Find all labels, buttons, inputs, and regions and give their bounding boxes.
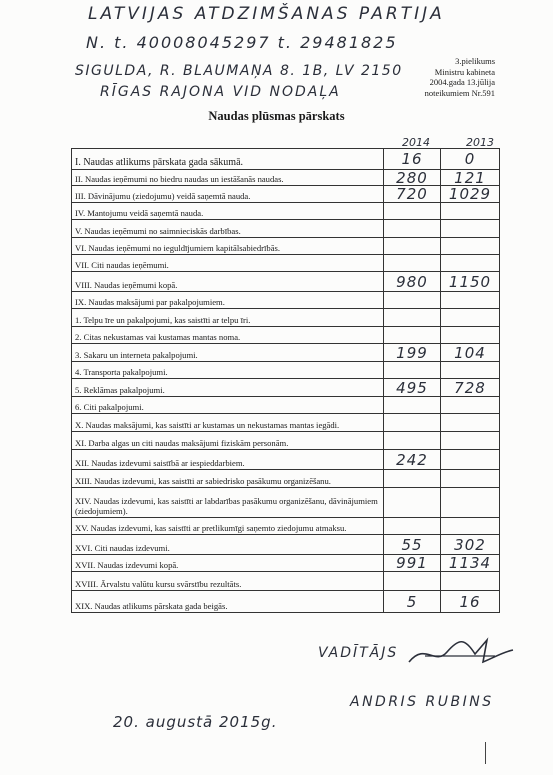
table-row bbox=[72, 555, 500, 572]
value-curr-year bbox=[441, 309, 500, 327]
value-prev-year: 280 bbox=[384, 170, 441, 186]
table-row bbox=[72, 149, 500, 170]
value-curr-year: 104 bbox=[441, 344, 500, 362]
year-curr-header: 2013 bbox=[466, 136, 494, 149]
annex-reference bbox=[425, 56, 495, 98]
row-label: XV. Naudas izdevumi, kas saistīti ar pretlikumīgi saņemto ziedojumu atmaksu. bbox=[72, 518, 384, 535]
registration-line: N. t. 40008045297 t. 29481825 bbox=[86, 33, 398, 52]
value-curr-year bbox=[441, 397, 500, 414]
value-prev-year: 16 bbox=[384, 149, 441, 170]
annex-line-4: noteikumiem Nr.591 bbox=[424, 87, 495, 98]
value-prev-year: 991 bbox=[384, 555, 441, 572]
table-row bbox=[72, 170, 500, 186]
table-row bbox=[72, 535, 500, 555]
table-row bbox=[72, 309, 500, 327]
value-curr-year: 302 bbox=[441, 535, 500, 555]
row-label: 2. Citas nekustamas vai kustamas mantas noma. bbox=[72, 327, 384, 344]
row-label: XVIII. Ārvalstu valūtu kursu svārstību rezultāts. bbox=[72, 572, 384, 591]
table-row bbox=[72, 518, 500, 535]
table-row bbox=[72, 327, 500, 344]
value-curr-year: 0 bbox=[441, 149, 500, 170]
document-title: Naudas plūsmas pārskats bbox=[208, 109, 345, 123]
value-prev-year bbox=[384, 309, 441, 327]
value-prev-year bbox=[384, 488, 441, 518]
row-label: IV. Mantojumu veidā saņemtā nauda. bbox=[72, 203, 384, 220]
row-label: VI. Naudas ieņēmumi no ieguldījumiem kapitālsabiedrībās. bbox=[72, 238, 384, 255]
row-label: V. Naudas ieņēmumi no saimnieciskās darbības. bbox=[72, 220, 384, 238]
row-label: XVII. Naudas izdevumi kopā. bbox=[72, 555, 384, 572]
table-row bbox=[72, 344, 500, 362]
value-curr-year bbox=[441, 292, 500, 309]
signatory-name: ANDRIS RUBINS bbox=[350, 694, 494, 710]
value-curr-year bbox=[441, 238, 500, 255]
value-prev-year bbox=[384, 432, 441, 450]
row-label: X. Naudas maksājumi, kas saistīti ar kustamas un nekustamas mantas iegādi. bbox=[72, 414, 384, 432]
row-label: 1. Telpu īre un pakalpojumi, kas saistīti ar telpu īri. bbox=[72, 309, 384, 327]
year-prev-header: 2014 bbox=[402, 136, 430, 149]
value-curr-year bbox=[441, 203, 500, 220]
row-label: XI. Darba algas un citi naudas maksājumi fiziskām personām. bbox=[72, 432, 384, 450]
table-row bbox=[72, 362, 500, 379]
table-row bbox=[72, 470, 500, 488]
address-line: SIGULDA, R. BLAUMAŅA 8. 1B, LV 2150 bbox=[75, 63, 403, 79]
annex-line-2: Ministru kabineta bbox=[434, 66, 495, 77]
value-curr-year: 728 bbox=[441, 379, 500, 397]
row-label: XIII. Naudas izdevumi, kas saistīti ar sabiedrisko pasākumu organizēšanu. bbox=[72, 470, 384, 488]
row-label: XIV. Naudas izdevumi, kas saistīti ar labdarības pasākumu organizēšanu, dāvinājumiem (ziedojumiem). bbox=[72, 488, 384, 518]
value-curr-year bbox=[441, 518, 500, 535]
table-row bbox=[72, 432, 500, 450]
row-label: II. Naudas ieņēmumi no biedru naudas un iestāšanās naudas. bbox=[72, 170, 384, 186]
value-curr-year bbox=[441, 327, 500, 344]
table-row bbox=[72, 450, 500, 470]
row-label: III. Dāvinājumu (ziedojumu) veidā saņemtā nauda. bbox=[72, 186, 384, 203]
value-prev-year bbox=[384, 397, 441, 414]
value-prev-year bbox=[384, 255, 441, 272]
row-label: 6. Citi pakalpojumi. bbox=[72, 397, 384, 414]
value-curr-year bbox=[441, 450, 500, 470]
table-row bbox=[72, 397, 500, 414]
org-name: LATVIJAS ATDZIMŠANAS PARTIJA bbox=[88, 4, 445, 24]
table-row bbox=[72, 414, 500, 432]
table-row bbox=[72, 488, 500, 518]
value-prev-year bbox=[384, 238, 441, 255]
table-row bbox=[72, 220, 500, 238]
row-label: 3. Sakaru un interneta pakalpojumi. bbox=[72, 344, 384, 362]
row-label: 5. Reklāmas pakalpojumi. bbox=[72, 379, 384, 397]
table-row bbox=[72, 255, 500, 272]
value-curr-year bbox=[441, 362, 500, 379]
row-label: XVI. Citi naudas izdevumi. bbox=[72, 535, 384, 555]
annex-line-1: 3.pielikums bbox=[455, 56, 495, 66]
row-label: IX. Naudas maksājumi par pakalpojumiem. bbox=[72, 292, 384, 309]
value-prev-year bbox=[384, 470, 441, 488]
signature-date: 20. augustā 2015g. bbox=[113, 713, 278, 731]
table-row bbox=[72, 572, 500, 591]
value-prev-year: 720 bbox=[384, 186, 441, 203]
value-prev-year bbox=[384, 292, 441, 309]
table-row bbox=[72, 379, 500, 397]
row-label: XII. Naudas izdevumi saistībā ar iespieddarbiem. bbox=[72, 450, 384, 470]
value-prev-year bbox=[384, 362, 441, 379]
table-row bbox=[72, 203, 500, 220]
table-row bbox=[72, 186, 500, 203]
value-curr-year: 121 bbox=[441, 170, 500, 186]
tax-office-line: RĪGAS RAJONA VID NODAĻA bbox=[100, 84, 341, 100]
value-curr-year bbox=[441, 432, 500, 450]
annex-line-3: 2004.gada 13.jūlija bbox=[429, 77, 495, 87]
value-prev-year: 199 bbox=[384, 344, 441, 362]
value-curr-year bbox=[441, 488, 500, 518]
value-curr-year: 1134 bbox=[441, 555, 500, 572]
value-curr-year: 1150 bbox=[441, 272, 500, 292]
table-row bbox=[72, 292, 500, 309]
value-prev-year: 242 bbox=[384, 450, 441, 470]
value-prev-year bbox=[384, 518, 441, 535]
row-label: XIX. Naudas atlikums pārskata gada beigās. bbox=[72, 591, 384, 613]
value-prev-year: 980 bbox=[384, 272, 441, 292]
cash-flow-table-body bbox=[72, 149, 500, 613]
value-curr-year: 16 bbox=[441, 591, 500, 613]
value-curr-year bbox=[441, 414, 500, 432]
margin-mark bbox=[485, 742, 486, 764]
value-prev-year bbox=[384, 203, 441, 220]
value-prev-year: 5 bbox=[384, 591, 441, 613]
table-row bbox=[72, 591, 500, 613]
table-row bbox=[72, 272, 500, 292]
value-prev-year bbox=[384, 414, 441, 432]
row-label: I. Naudas atlikums pārskata gada sākumā. bbox=[72, 149, 384, 170]
cash-flow-table bbox=[71, 148, 500, 613]
value-prev-year: 495 bbox=[384, 379, 441, 397]
value-curr-year bbox=[441, 470, 500, 488]
value-curr-year: 1029 bbox=[441, 186, 500, 203]
value-prev-year bbox=[384, 220, 441, 238]
value-curr-year bbox=[441, 255, 500, 272]
signature-role: VADĪTĀJS bbox=[318, 645, 399, 661]
row-label: 4. Transporta pakalpojumi. bbox=[72, 362, 384, 379]
value-curr-year bbox=[441, 220, 500, 238]
value-prev-year: 55 bbox=[384, 535, 441, 555]
value-prev-year bbox=[384, 327, 441, 344]
row-label: VIII. Naudas ieņēmumi kopā. bbox=[72, 272, 384, 292]
signature-scribble bbox=[405, 632, 515, 672]
value-prev-year bbox=[384, 572, 441, 591]
table-row bbox=[72, 238, 500, 255]
row-label: VII. Citi naudas ieņēmumi. bbox=[72, 255, 384, 272]
value-curr-year bbox=[441, 572, 500, 591]
